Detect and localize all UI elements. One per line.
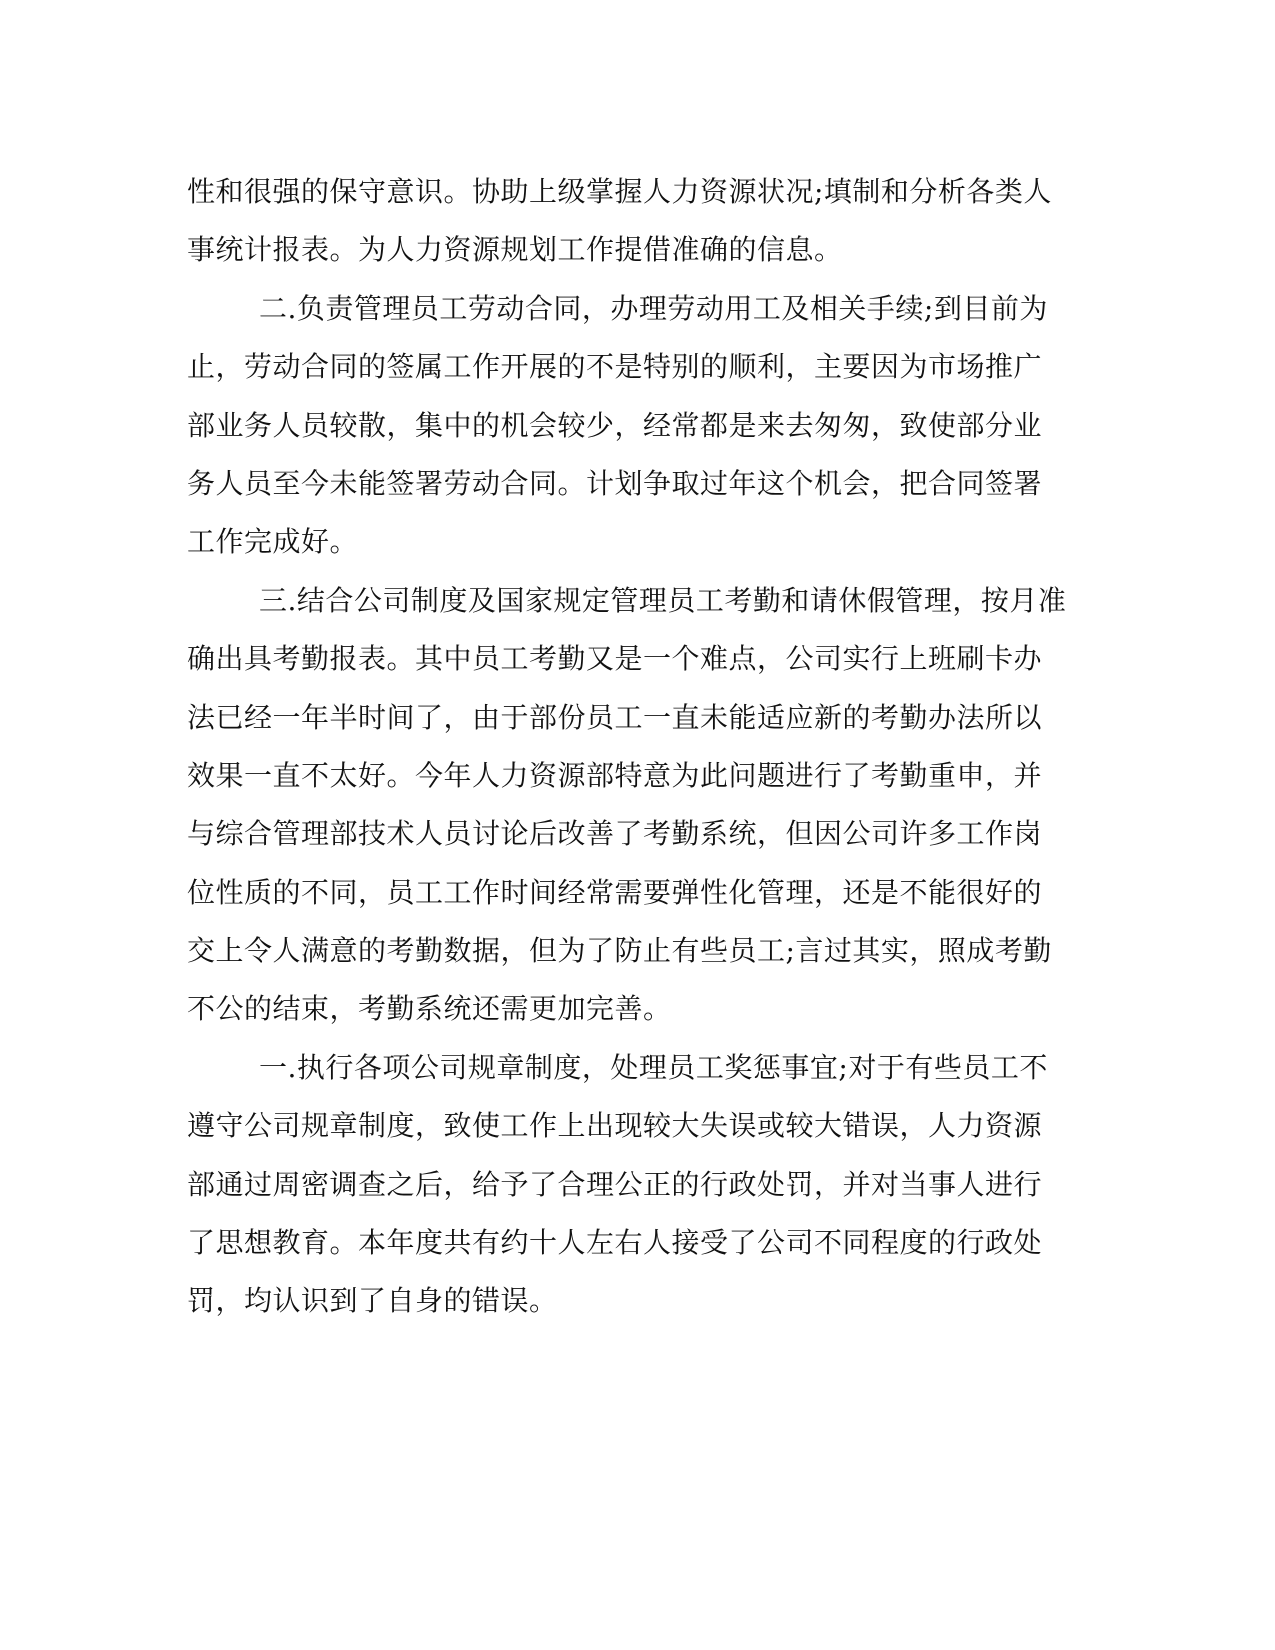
text-line: 不公的结束，考勤系统还需更加完善。 [187,992,672,1026]
paragraph-start-line: 三.结合公司制度及国家规定管理员工考勤和请休假管理，按月准 [259,583,1067,617]
text-line: 了思想教育。本年度共有约十人左右人接受了公司不同程度的行政处 [187,1226,1043,1260]
paragraph-start-line: 一.执行各项公司规章制度，处理员工奖惩事宜;对于有些员工不 [259,1050,1048,1084]
text-line: 止，劳动合同的签属工作开展的不是特别的顺利，主要因为市场推广 [187,350,1043,384]
text-line: 效果一直不太好。今年人力资源部特意为此问题进行了考勤重申，并 [187,758,1043,792]
text-line: 法已经一年半时间了，由于部份员工一直未能适应新的考勤办法所以 [187,700,1043,734]
text-line: 事统计报表。为人力资源规划工作提借准确的信息。 [187,233,843,267]
text-line: 遵守公司规章制度，致使工作上出现较大失误或较大错误，人力资源 [187,1109,1043,1143]
text-line: 位性质的不同，员工工作时间经常需要弹性化管理，还是不能很好的 [187,875,1043,909]
text-line: 部业务人员较散，集中的机会较少，经常都是来去匆匆，致使部分业 [187,408,1043,442]
paragraph-start-line: 二.负责管理员工劳动合同，办理劳动用工及相关手续;到目前为 [259,291,1048,325]
text-line: 交上令人满意的考勤数据，但为了防止有些员工;言过其实，照成考勤 [187,934,1052,968]
text-line: 罚，均认识到了自身的错误。 [187,1284,558,1318]
document-body [187,163,1087,1331]
text-line: 工作完成好。 [187,525,359,559]
text-line: 与综合管理部技术人员讨论后改善了考勤系统，但因公司许多工作岗 [187,817,1043,851]
text-line: 务人员至今未能签署劳动合同。计划争取过年这个机会，把合同签署 [187,466,1043,500]
text-line: 性和很强的保守意识。协助上级掌握人力资源状况;填制和分析各类人 [187,175,1052,208]
text-line: 确出具考勤报表。其中员工考勤又是一个难点，公司实行上班刷卡办 [187,642,1043,676]
text-line: 部通过周密调查之后，给予了合理公正的行政处罚，并对当事人进行 [187,1167,1043,1201]
